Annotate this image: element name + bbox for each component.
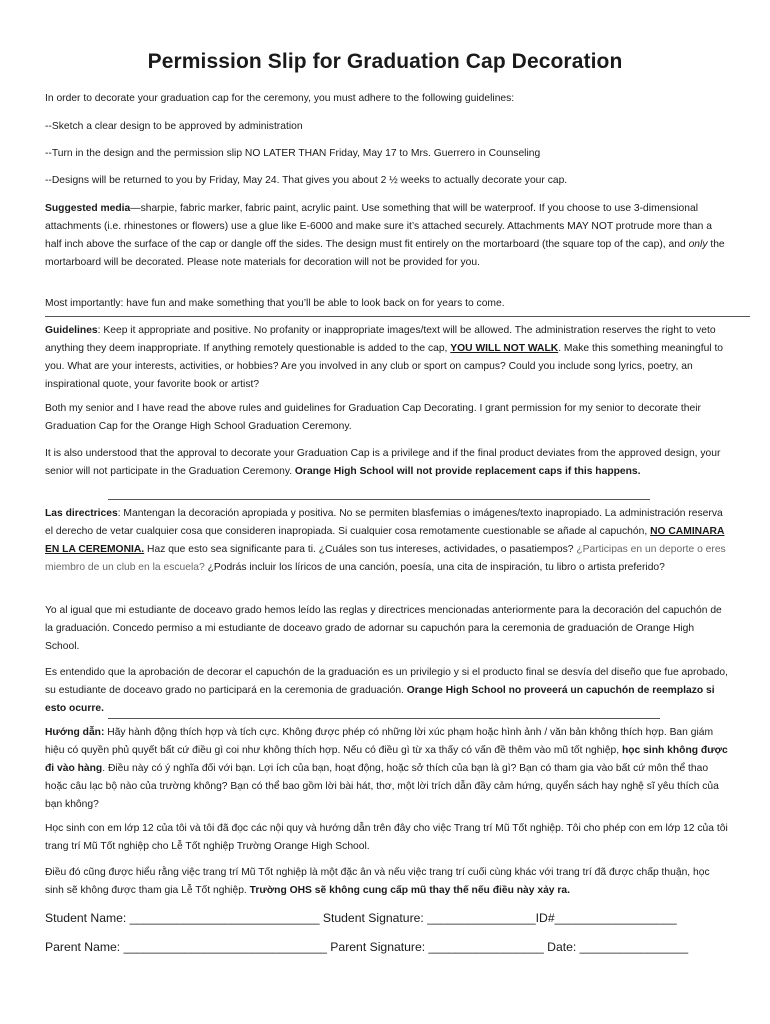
media-text-2: the mortarboard will be decorated. Please note materials for decoration will not be provided for you. bbox=[45, 239, 725, 268]
vietnamese-text-1: Hãy hành động thích hợp và tích cực. Không được phép có những lời xúc phạm hoặc hình ảnh / văn bản không thích hợp. Ban giám hiệu có quyền phủ quyết bất cứ điều gì coi như không thích hợp. Nếu có điều gì từ xa thấy có vấn đề thêm vào mũ tốt nghiệp, bbox=[45, 727, 714, 756]
vietnamese-text-2: . Điều này có ý nghĩa đối với bạn. Lợi ích của bạn, hoạt động, hoặc sở thích của bạn là gì? Bạn có tham gia vào bất cứ môn thể thao hoặc câu lạc bộ nào của trường không? Bạn có thể bao gồm lời bài hát, thơ, một lời trích dẫn đầy cảm hứng, quyển sách hay nghệ sĩ yêu thích của bạn không? bbox=[45, 763, 719, 810]
page-title: Permission Slip for Graduation Cap Decoration bbox=[147, 50, 623, 73]
guidelines-text-2: . Make this something meaningful to you. What are your interests, activities, or hobbies? Are you involved in any club or sport on campus? Could you include song lyrics, poetry, an inspirational quote, your favorite book or artist? bbox=[45, 343, 724, 390]
spanish-gray-text: ¿Participas en un deporte o eres miembro de un club en la escuela? bbox=[45, 544, 726, 573]
vietnamese-bold: học sinh không được đi vào hàng bbox=[45, 745, 728, 774]
vietnamese-label: Hướng dẫn: bbox=[45, 727, 105, 738]
guidelines-label: Guidelines bbox=[45, 325, 98, 336]
understood-text: It is also understood that the approval to decorate your Graduation Cap is a privilege and if the final product deviates from the approved design, your senior will not participate in the Graduation Ceremony. bbox=[45, 448, 721, 477]
spanish-consent-paragraph: Yo al igual que mi estudiante de doceavo grado hemos leído las reglas y directrices mencionadas anteriormente para la decoración del capuchón de la graduación. Concedo permiso a mi estudiante de doceavo grado de adornar su capuchón para la ceremonia de graduación de Orange High School. bbox=[45, 605, 722, 652]
english-guidelines-paragraph bbox=[45, 322, 730, 394]
spanish-label: Las directrices bbox=[45, 508, 118, 519]
section-divider bbox=[108, 499, 650, 500]
student-signature-line[interactable]: Student Name: ____________________________ Student Signature: ________________ID#__________________ bbox=[45, 911, 677, 925]
media-only: only bbox=[688, 239, 708, 250]
rule-return: --Designs will be returned to you by Friday, May 24. That gives you about 2 ½ weeks to actually decorate your cap. bbox=[45, 175, 568, 186]
spanish-understood-paragraph bbox=[45, 664, 730, 718]
english-consent-paragraph: Both my senior and I have read the above rules and guidelines for Graduation Cap Decorating. I grant permission for my senior to decorate their Graduation Cap for the Orange High School Graduation Ceremony. bbox=[45, 403, 701, 432]
will-not-walk: YOU WILL NOT WALK bbox=[450, 343, 559, 354]
english-understood-paragraph bbox=[45, 445, 730, 481]
spanish-understood-text: Es entendido que la aprobación de decorar el capuchón de la graduación es un privilegio y si el producto final se desvía del diseño que fue aprobado, su estudiante de doceavo grado no participará en la ceremonia de graduación. bbox=[45, 667, 728, 696]
spanish-text-1: : Mantengan la decoración apropiada y positiva. No se permiten blasfemias o imágenes/texto inapropiado. La administración reserva el derecho de vetar cualquier cosa que consideren inapropiada. Si cualquier cosa remotamente cuestionable se añade al capuchón, bbox=[45, 508, 723, 537]
vietnamese-guidelines-paragraph bbox=[45, 724, 730, 814]
most-important-text: Most importantly: have fun and make something that you’ll be able to look back on for years to come. bbox=[45, 298, 505, 309]
guidelines-text-1: : Keep it appropriate and positive. No profanity or inappropriate images/text will be allowed. The administration reserves the right to veto anything they deem inappropriate. If anything remotely questionable is added to the cap, bbox=[45, 325, 716, 354]
vietnamese-consent-paragraph: Học sinh con em lớp 12 của tôi và tôi đã đọc các nội quy và hướng dẫn trên đây cho việc Trang trí Mũ Tốt nghiệp. Tôi cho phép con em lớp 12 của tôi trang trí Mũ Tốt nghiệp cho Lễ Tốt nghiệp Trường Orange High School. bbox=[45, 823, 728, 852]
vietnamese-understood-text: Điều đó cũng được hiểu rằng việc trang trí Mũ Tốt nghiệp là một đặc ân và nếu việc trang trí cuối cùng khác với trang trí đã được chấp thuận, học sinh sẽ không được tham gia Lễ Tốt nghiệp. bbox=[45, 867, 710, 896]
vietnamese-understood-bold: Trường OHS sẽ không cung cấp mũ thay thế nếu điều này xảy ra. bbox=[249, 885, 570, 896]
suggested-media-paragraph bbox=[45, 200, 730, 272]
understood-bold: Orange High School will not provide replacement caps if this happens. bbox=[294, 466, 641, 477]
rule-sketch: --Sketch a clear design to be approved by administration bbox=[45, 121, 303, 132]
spanish-text-2: Haz que esto sea significante para ti. ¿Cuáles son tus intereses, actividades, o pasatiempos? bbox=[144, 544, 577, 555]
vietnamese-understood-paragraph bbox=[45, 864, 730, 900]
no-caminara: NO CAMINARA EN LA CEREMONIA. bbox=[45, 526, 725, 555]
section-divider bbox=[45, 316, 750, 317]
parent-signature-line[interactable]: Parent Name: ______________________________ Parent Signature: _________________ Date: ________________ bbox=[45, 940, 689, 954]
spanish-guidelines-paragraph bbox=[45, 505, 730, 577]
rule-deadline: --Turn in the design and the permission slip NO LATER THAN Friday, May 17 to Mrs. Guerrero in Counseling bbox=[45, 148, 541, 159]
section-divider bbox=[108, 718, 660, 719]
intro-text: In order to decorate your graduation cap for the ceremony, you must adhere to the following guidelines: bbox=[45, 93, 515, 104]
spanish-understood-bold: Orange High School no proveerá un capuchón de reemplazo si esto ocurre. bbox=[45, 685, 715, 714]
media-text-1: —sharpie, fabric marker, fabric paint, acrylic paint. Use something that will be waterproof. If you choose to use 3-dimensional attachments (i.e. rhinestones or flowers) use a glue like E-6000 and make sure it’s attached securely. Attachments MAY NOT protrude more than a half inch above the surface of the cap or dangle off the sides. The design must fit entirely on the mortarboard (the square top of the cap), and bbox=[45, 203, 712, 250]
media-label: Suggested media bbox=[45, 203, 131, 214]
spanish-text-3: ¿Podrás incluir los líricos de una canción, poesía, una cita de inspiración, tu libro o artista preferido? bbox=[204, 562, 665, 573]
